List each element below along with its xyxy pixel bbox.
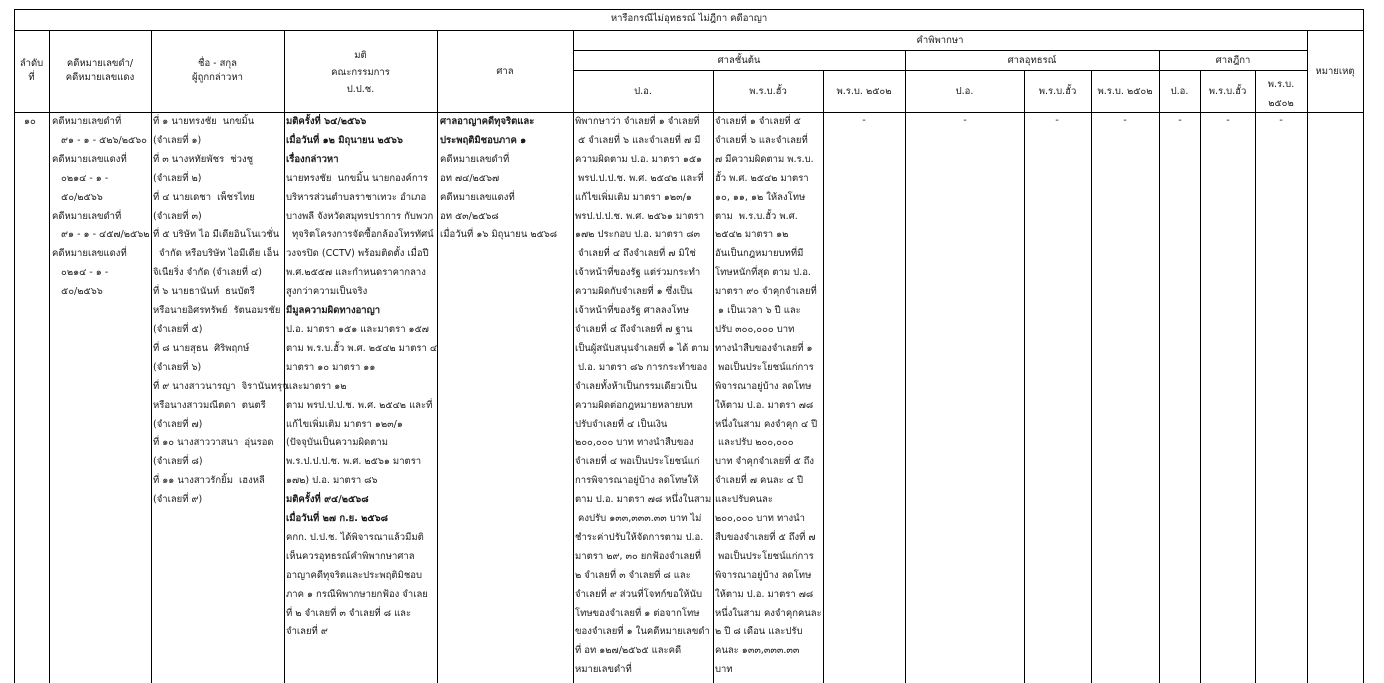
table-border-top <box>14 9 1364 10</box>
court-level-divider <box>573 70 1307 71</box>
col-border-left <box>14 9 15 683</box>
col-divider-judgment <box>573 30 574 683</box>
col-divider-court <box>437 30 438 683</box>
subheader-first-prb2502: พ.ร.บ. ๒๕๐๒ <box>836 86 892 97</box>
col-divider-supreme-prb <box>1200 70 1201 683</box>
header-judgment: คำพิพากษา <box>916 35 964 46</box>
row-supreme-prb-dash: - <box>1226 115 1230 126</box>
subheader-appeal-po: ป.อ. <box>955 86 974 97</box>
row-no: ๑๐ <box>24 116 36 127</box>
header-case: คดีหมายเลขดำ/ คดีหมายเลขแดง <box>65 58 135 83</box>
row-appeal-prb2502-dash: - <box>1123 115 1127 126</box>
header-no: ลำดับ ที่ <box>19 58 44 83</box>
header-name: ชื่อ - สกุล ผู้ถูกกล่าวหา <box>192 58 243 83</box>
header-resolution: มติ คณะกรรมการ ป.ป.ช. <box>331 50 390 95</box>
table-banner: หารือกรณีไม่อุทธรณ์ ไม่ฎีกา คดีอาญา <box>610 13 768 24</box>
col-divider-appeal <box>905 50 906 683</box>
header-first-court: ศาลชั้นต้น <box>717 55 761 66</box>
col-divider-remarks <box>1307 30 1308 683</box>
row-appeal-prb-dash: - <box>1055 115 1059 126</box>
col-divider-first-prb2502 <box>823 70 824 683</box>
subheader-supreme-po: ป.อ. <box>1170 86 1189 97</box>
row-supreme-po-dash: - <box>1178 115 1182 126</box>
row-supreme-prb2502-dash: - <box>1279 115 1283 126</box>
subheader-appeal-prb: พ.ร.บ.ฮั้ว <box>1038 86 1077 97</box>
row-first-prb2502-dash: - <box>862 115 866 126</box>
subheader-first-po: ป.อ. <box>634 86 652 97</box>
row-court: ศาลอาญาคดีทุจริตและ ประพฤติมิชอบภาค ๑ คดีหมายเลขดำที่ อท ๗๔/๒๕๖๗ คดีหมายเลขแดงที่ อท ๕๓/๒๕๖๘ เมื่อวันที่ ๑๖ มิถุนายน ๒๕๖๘ <box>440 116 558 241</box>
judgment-divider <box>573 50 1307 51</box>
col-divider-supreme-prb2502 <box>1255 70 1256 683</box>
col-divider-first-prb <box>713 70 714 683</box>
row-first-court-po: พิพากษาว่า จำเลยที่ ๑ จำเลยที่ ๕ จำเลยที่ ๖ และจำเลยที่ ๗ มี ความผิดตาม ป.อ. มาตรา ๑๕๑ พรป.ป.ป.ช. พ.ศ. ๒๕๔๒ และที่ แก้ไขเพิ่มเติม มาตรา ๑๒๓/๑ พรป.ป.ป.ช. พ.ศ. ๒๕๖๑ มาตรา ๑๗๒ ประกอบ ป.อ. มาตรา ๘๓ จำเลยที่ ๔ ถึงจำเลยที่ ๗ มิใช่ เจ้าหน้าที่ของรัฐ แต่ร่วมกระทำ ความผิดกับจำเลยที่ ๑ ซึ่งเป็น เจ้าหน้าที่ของรัฐ ศาลลงโทษ จำเลยที่ ๔ ถึงจำเลยที่ ๗ ฐาน เป็นผู้สนับสนุนจำเลยที่ ๑ ได้ ตาม ป.อ. มาตรา ๘๖ การกระทำของ จำเลยทั้งห้าเป็นกรรมเดียวเป็น ความผิดต่อกฎหมายหลายบท ปรับจำเลยที่ ๔ เป็นเงิน ๒๐๐,๐๐๐ บาท ทางนำสืบของ จำเลยที่ ๔ พอเป็นประโยชน์แก่ การพิจารณาอยู่บ้าง ลดโทษให้ ตาม ป.อ. มาตรา ๗๘ หนึ่งในสาม คงปรับ ๑๓๓,๓๓๓.๓๓ บาท ไม่ ชำระค่าปรับให้จัดการตาม ป.อ. มาตรา ๒๙, ๓๐ ยกฟ้องจำเลยที่ ๒ จำเลยที่ ๓ จำเลยที่ ๘ และ จำเลยที่ ๙ ส่วนที่โจทก์ขอให้นับ โทษของจำเลยที่ ๑ ต่อจากโทษ ของจำเลยที่ ๑ ในคดีหมายเลขดำ ที่ อท ๑๒๗/๒๕๖๕ และคดี หมายเลขดำที่ <box>575 116 712 676</box>
header-appeal-court: ศาลอุทธรณ์ <box>1007 55 1057 66</box>
row-appeal-po-dash: - <box>963 115 967 126</box>
col-divider-case <box>49 30 50 683</box>
col-divider-supreme <box>1159 50 1160 683</box>
subheader-first-prb: พ.ร.บ.ฮั้ว <box>749 86 787 97</box>
col-divider-appeal-prb <box>1024 70 1025 683</box>
col-border-right <box>1363 9 1364 683</box>
col-divider-appeal-prb2502 <box>1091 70 1092 683</box>
header-court: ศาล <box>496 66 514 77</box>
row-case-numbers: คดีหมายเลขดำที่ ๙๑ - ๑ - ๕๒๖/๒๕๖๐ คดีหมายเลขแดงที่ ๐๒๑๔ - ๑ - ๕๐/๒๕๖๖ คดีหมายเลขดำที่ ๙๑ - ๑ - ๔๕๗/๒๕๖๒ คดีหมายเลขแดงที่ ๐๒๑๔ - ๑ - ๕๐/๒๕๖๖ <box>52 116 150 298</box>
subheader-supreme-prb2502: พ.ร.บ. ๒๕๐๒ <box>1267 79 1295 109</box>
row-accused-names: ที่ ๑ นายทรงชัย นกขมิ้น (จำเลยที่ ๑) ที่ ๓ นางหทัยพัชร ช่วงชู (จำเลยที่ ๒) ที่ ๔ นายเดชา เพ็ชรไทย (จำเลยที่ ๓) ที่ ๕ บริษัท ไอ มีเดียอินโนเวชั่น จำกัด หรือบริษัท ไอมีเดีย เอ็น จิเนียริ่ง จำกัด (จำเลยที่ ๔) ที่ ๖ นายธานันท์ ธนบัตรี หรือนายอิศรทรัพย์ รัตนอมรชัย (จำเลยที่ ๕) ที่ ๘ นายสุธน ศิริพฤกษ์ (จำเลยที่ ๖) ที่ ๙ นางสาวนารญา จิรานันทรุจ หรือนางสาวมณีตดา ตนตรี (จำเลยที่ ๗) ที่ ๑๐ นางสาววาสนา อุ่นรอด (จำเลยที่ ๘) ที่ ๑๑ นางสาวรักยิ้ม เฮงหลี (จำเลยที่ ๙) <box>153 116 288 506</box>
subheader-appeal-prb2502: พ.ร.บ. ๒๕๐๒ <box>1097 86 1153 97</box>
subheader-supreme-prb: พ.ร.บ.ฮั้ว <box>1208 86 1247 97</box>
row-resolution: มติครั้งที่ ๖๔/๒๕๖๖ เมื่อวันที่ ๑๒ มิถุนายน ๒๕๖๖ เรื่องกล่าวหา นายทรงชัย นกขมิ้น นายกองค์การ บริหารส่วนตำบลราชาเทวะ อำเภอ บางพลี จังหวัดสมุทรปราการ กับพวก ทุจริตโครงการจัดซื้อกล้องโทรทัศน์ วงจรปิด (CCTV) พร้อมติดตั้ง เมื่อปี พ.ศ.๒๕๕๗ และกำหนดราคากลาง สูงกว่าความเป็นจริง มีมูลความผิดทางอาญา ป.อ. มาตรา ๑๕๑ และมาตรา ๑๕๗ ตาม พ.ร.บ.ฮั้ว พ.ศ. ๒๕๔๒ มาตรา ๔ มาตรา ๑๐ มาตรา ๑๑ และมาตรา ๑๒ ตาม พรป.ป.ป.ช. พ.ศ. ๒๕๔๒ และที่ แก้ไขเพิ่มเติม มาตรา ๑๒๓/๑ (ปัจจุบันเป็นความผิดตาม พ.ร.ป.ป.ป.ช. พ.ศ. ๒๕๖๑ มาตรา ๑๗๒) ป.อ. มาตรา ๘๖ มติครั้งที่ ๙๔/๒๕๖๘ เมื่อวันที่ ๒๗ ก.ย. ๒๕๖๘ คกก. ป.ป.ช. ได้พิจารณาแล้วมีมติ เห็นควรอุทธรณ์คำพิพากษาศาล อาญาคดีทุจริตและประพฤติมิชอบ ภาค ๑ กรณีพิพากษายกฟ้อง จำเลย ที่ ๒ จำเลยที่ ๓ จำเลยที่ ๘ และ จำเลยที่ ๙ <box>286 116 438 638</box>
header-remarks: หมายเหตุ <box>1315 66 1355 77</box>
row-first-court-prb: จำเลยที่ ๑ จำเลยที่ ๕ จำเลยที่ ๖ และจำเลยที่ ๗ มีความผิดตาม พ.ร.บ. ฮั้ว พ.ศ. ๒๕๔๒ มาตรา ๑๐, ๑๑, ๑๒ ให้ลงโทษ ตาม พ.ร.บ.ฮั้ว พ.ศ. ๒๕๔๒ มาตรา ๑๒ อันเป็นกฎหมายบทที่มี โทษหนักที่สุด ตาม ป.อ. มาตรา ๙๐ จำคุกจำเลยที่ ๑ เป็นเวลา ๖ ปี และ ปรับ ๓๐๐,๐๐๐ บาท ทางนำสืบของจำเลยที่ ๑ พอเป็นประโยชน์แก่การ พิจารณาอยู่บ้าง ลดโทษ ให้ตาม ป.อ. มาตรา ๗๘ หนึ่งในสาม คงจำคุก ๔ ปี และปรับ ๒๐๐,๐๐๐ บาท จำคุกจำเลยที่ ๕ ถึง จำเลยที่ ๗ คนละ ๔ ปี และปรับคนละ ๒๐๐,๐๐๐ บาท ทางนำ สืบของจำเลยที่ ๕ ถึงที่ ๗ พอเป็นประโยชน์แก่การ พิจารณาอยู่บ้าง ลดโทษ ให้ตาม ป.อ. มาตรา ๗๘ หนึ่งในสาม คงจำคุกคนละ ๒ ปี ๘ เดือน และปรับ คนละ ๑๓๓,๓๓๓.๓๓ บาท <box>715 116 822 676</box>
col-divider-name <box>151 30 152 683</box>
header-supreme-court: ศาลฎีกา <box>1215 55 1251 66</box>
banner-divider <box>14 30 1364 31</box>
